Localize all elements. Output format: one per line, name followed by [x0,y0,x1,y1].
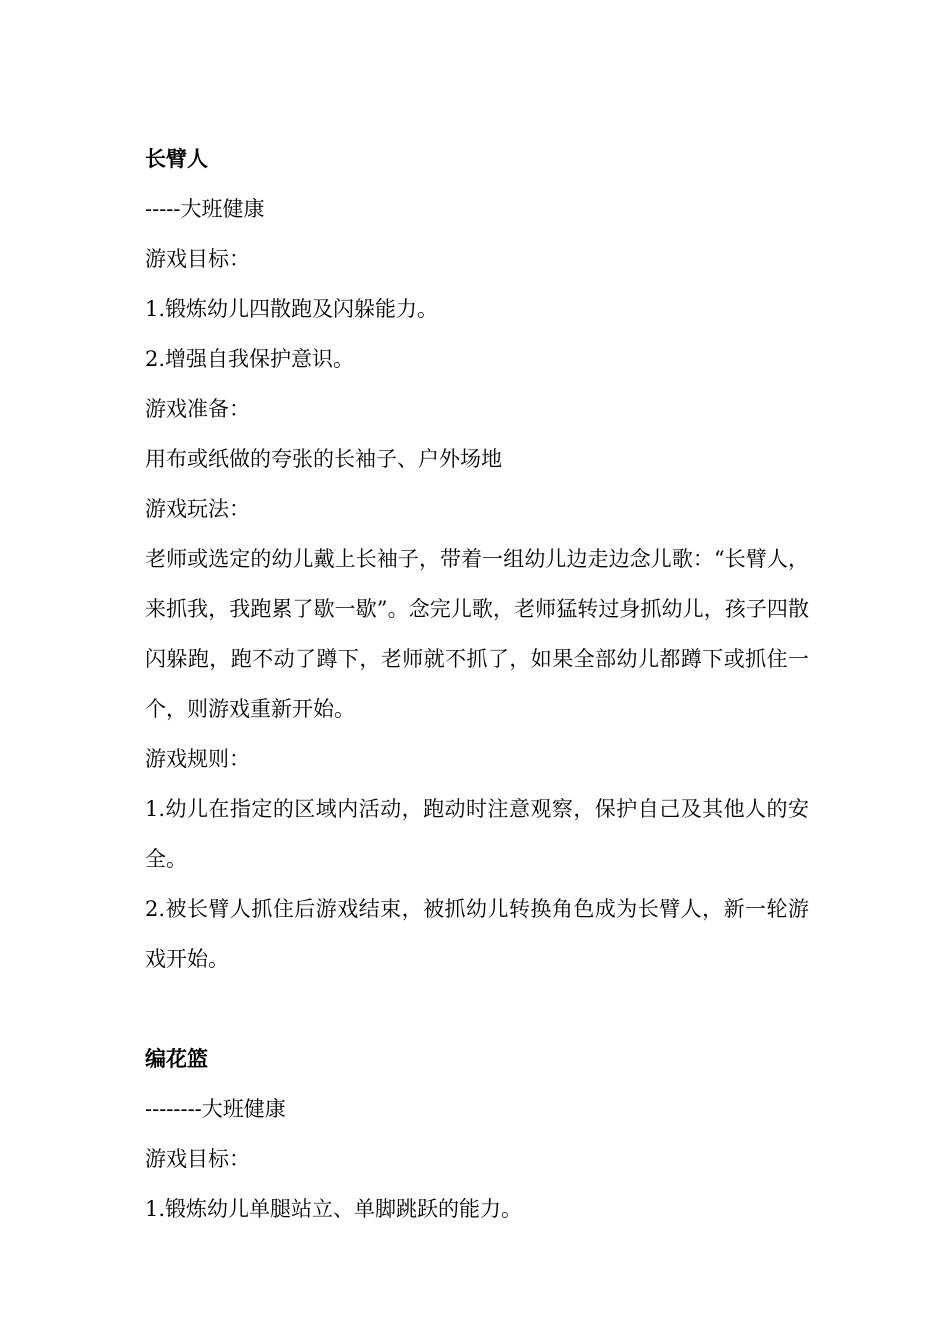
goal-item: 2.增强自我保护意识。 [145,347,355,371]
section-title: 长臂人 [145,147,208,171]
method-text: 老师或选定的幼儿戴上长袖子，带着一组幼儿边走边念儿歌：“长臂人，来抓我，我跑累了歇一歇”。念完儿歌，老师猛转过身抓幼儿，孩子四散闪躲跑，跑不动了蹲下，老师就不抓了，如果全部幼儿都蹲下或抓住一个，则游戏重新开始。 [145,547,809,721]
goal-item: 1.锻炼幼儿单腿站立、单脚跳跃的能力。 [145,1197,523,1221]
rule-item: 2.被长臂人抓住后游戏结束，被抓幼儿转换角色成为长臂人，新一轮游戏开始。 [145,897,809,971]
section-long-arm [145,134,809,984]
section-subtitle: --------大班健康 [145,1097,286,1121]
section-title: 编花篮 [145,1047,208,1071]
prep-heading: 游戏准备： [145,397,250,421]
section-flower-basket [145,1034,809,1234]
goal-item: 1.锻炼幼儿四散跑及闪躲能力。 [145,297,439,321]
section-subtitle: -----大班健康 [145,197,265,221]
goal-heading: 游戏目标： [145,1147,250,1171]
goal-heading: 游戏目标： [145,247,250,271]
rules-heading: 游戏规则： [145,747,250,771]
document-page [145,134,809,1234]
rule-item: 1.幼儿在指定的区域内活动，跑动时注意观察，保护自己及其他人的安全。 [145,797,809,871]
prep-text: 用布或纸做的夸张的长袖子、户外场地 [145,447,502,471]
method-heading: 游戏玩法： [145,497,250,521]
